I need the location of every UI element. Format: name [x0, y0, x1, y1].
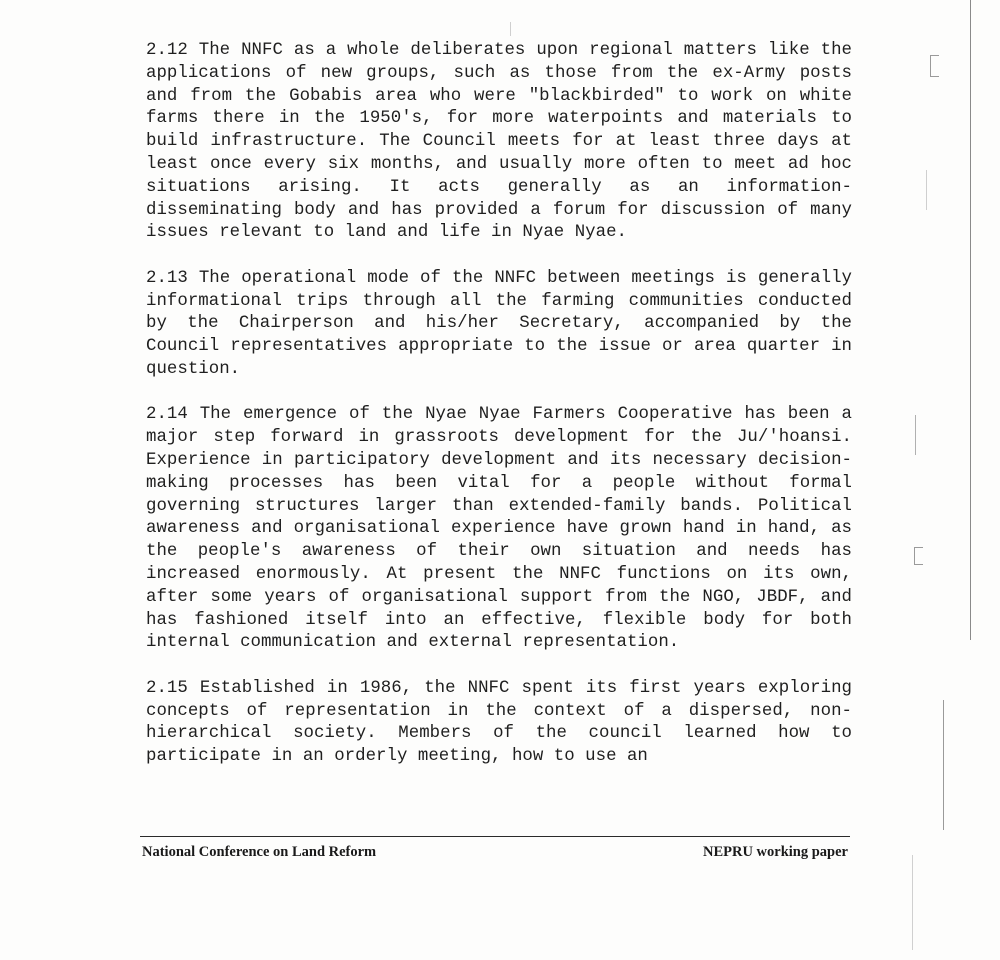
paragraph-2-13: 2.13 The operational mode of the NNFC between meetings is generally informational trips through all the farming communities conducted by the Chairperson and his/her Secretary, accompanied by the Council representatives appropriate to the issue or area quarter in question.: [146, 268, 852, 379]
scan-bracket: [914, 547, 923, 565]
scan-mark: [926, 170, 927, 210]
paragraph-2-14: 2.14 The emergence of the Nyae Nyae Farmers Cooperative has been a major step forward in grassroots development for the Ju/'hoansi. Experience in participatory development and its necessary decision-making processes has been vital for a people without formal governing structures larger than extended-family bands. Political awareness and organisational experience have grown hand in hand, as the people's awareness of their own situation and needs has increased enormously. At present the NNFC functions on its own, after some years of organisational support from the NGO, JBDF, and has fashioned itself into an effective, flexible body for both internal communication and external representation.: [146, 405, 852, 653]
scan-mark: [915, 415, 916, 455]
scan-mark: [912, 855, 913, 950]
document-body: [146, 40, 852, 791]
paragraph-2-15: 2.15 Established in 1986, the NNFC spent its first years exploring concepts of representation in the context of a dispersed, non-hierarchical society. Members of the council learned how to participate in an orderly meeting, how to use an: [146, 678, 852, 767]
footer-series-label: NEPRU working paper: [702, 844, 848, 860]
scan-mark: [510, 22, 511, 36]
scan-mark: [943, 700, 944, 830]
scan-bracket: [930, 55, 939, 77]
footer-divider: [140, 836, 850, 837]
footer-conference-title: National Conference on Land Reform: [142, 844, 377, 860]
scan-mark: [970, 0, 971, 640]
paragraph-2-12: 2.12 The NNFC as a whole deliberates upon regional matters like the applications of new groups, such as those from the ex-Army posts and from the Gobabis area who were "blackbirded" to work on white farms there in the 1950's, for more waterpoints and materials to build infrastructure. The Council meets for at least three days at least once every six months, and usually more often to meet ad hoc situations arising. It acts generally as an information-disseminating body and has provided a forum for discussion of many issues relevant to land and life in Nyae Nyae.: [146, 41, 852, 243]
